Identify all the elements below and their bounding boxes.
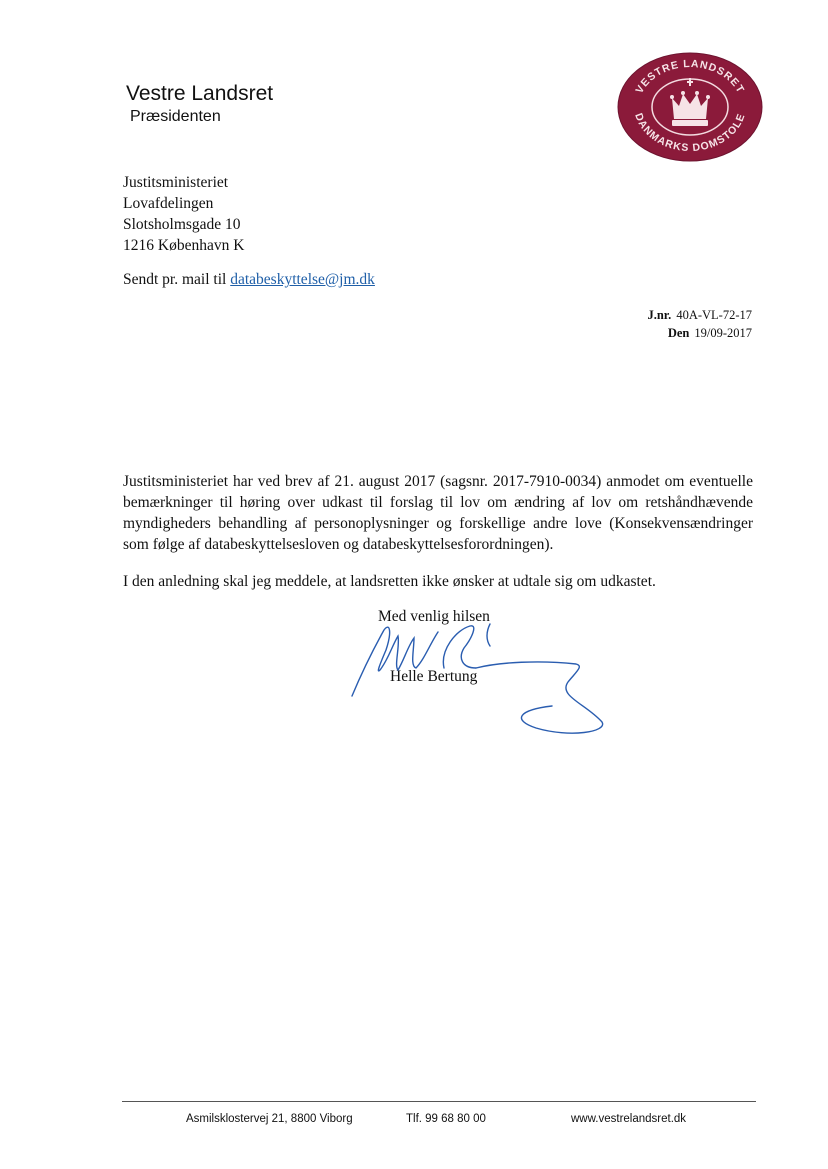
journal-number-value: 40A-VL-72-17 (676, 308, 752, 322)
seal-bottom-text: DANMARKS DOMSTOLE (632, 111, 748, 155)
court-department: Præsidenten (130, 108, 221, 125)
date-row (647, 324, 752, 342)
body-paragraph: Justitsministeriet har ved brev af 21. august 2017 (sagsnr. 2017-7910-0034) anmodet om eventuelle bemærkninger til høring over udkast til forslag til lov om ændring af lov om retshåndhævende myndigheders behandling af personoplysninger og forskellige andre love (Konsekvensændringer som følge af databeskyttelsesloven og databeskyttelsesforordningen). (123, 473, 753, 553)
date-value: 19/09-2017 (694, 326, 752, 340)
reference-block (647, 306, 752, 342)
letter-body (123, 471, 753, 592)
address-line: Slotsholmsgade 10 (123, 216, 241, 233)
footer-phone: Tlf. 99 68 80 00 (406, 1113, 486, 1125)
address-line: 1216 København K (123, 237, 245, 254)
body-paragraph: I den anledning skal jeg meddele, at landsretten ikke ønsker at udtale sig om udkastet. (123, 573, 656, 590)
journal-number-row (647, 306, 752, 324)
address-line: Lovafdelingen (123, 195, 214, 212)
closing-greeting: Med venlig hilsen (378, 608, 490, 625)
footer-divider (122, 1101, 756, 1102)
court-name: Vestre Landsret (126, 82, 274, 105)
date-label: Den (667, 326, 690, 340)
email-link[interactable]: databeskyttelse@jm.dk (230, 271, 375, 288)
signer-name: Helle Bertung (390, 668, 478, 685)
sent-by-mail-line (123, 271, 375, 289)
recipient-address (123, 172, 244, 256)
footer-address: Asmilsklostervej 21, 8800 Viborg (186, 1113, 353, 1125)
handwritten-signature (340, 610, 620, 740)
footer-website[interactable]: www.vestrelandsret.dk (571, 1113, 687, 1125)
court-seal-logo (616, 51, 764, 163)
journal-number-label: J.nr. (647, 308, 672, 322)
address-line: Justitsministeriet (123, 174, 229, 191)
seal-top-text: VESTRE LANDSRET (633, 57, 747, 96)
sent-prefix: Sendt pr. mail til (123, 271, 227, 288)
